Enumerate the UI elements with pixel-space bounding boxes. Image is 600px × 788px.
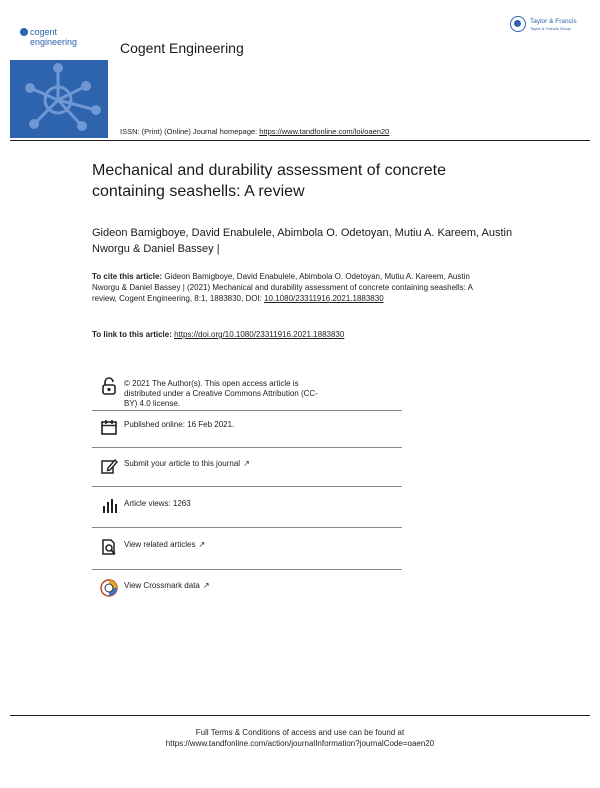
footer-divider bbox=[10, 715, 590, 716]
footer bbox=[0, 727, 600, 749]
published-row bbox=[92, 418, 402, 454]
external-link-icon: ↗ bbox=[198, 540, 206, 549]
row-divider bbox=[92, 486, 402, 487]
crossmark-icon bbox=[100, 579, 118, 597]
publisher-logo-icon bbox=[510, 16, 526, 32]
article-authors: Gideon Bamigboye, David Enabulele, Abimbola O. Odetoyan, Mutiu A. Kareem, Austin Nworgu & Daniel Bassey | bbox=[92, 227, 513, 255]
license-text: © 2021 The Author(s). This open access article is distributed under a Creative Commons Attribution (CC-BY) 4.0 license. bbox=[124, 379, 318, 408]
search-document-icon bbox=[100, 538, 118, 556]
crossmark-row[interactable] bbox=[92, 579, 402, 609]
related-row[interactable] bbox=[92, 538, 402, 574]
molecule-graphic-icon bbox=[10, 60, 108, 138]
row-divider bbox=[92, 569, 402, 570]
publisher-name: Taylor & Francis bbox=[530, 18, 577, 25]
article-views: Article views: 1263 bbox=[124, 499, 191, 508]
publisher-logo bbox=[510, 14, 590, 40]
external-link-icon: ↗ bbox=[243, 459, 250, 468]
license-row bbox=[92, 377, 402, 417]
article-title: Mechanical and durability assessment of concrete containing seashells: A review bbox=[92, 162, 446, 200]
row-divider bbox=[92, 527, 402, 528]
journal-homepage-link[interactable]: https://www.tandfonline.com/loi/oaen20 bbox=[259, 127, 390, 136]
article-link-label: To link to this article: bbox=[92, 330, 175, 339]
cogent-logo-icon bbox=[20, 28, 28, 36]
row-divider bbox=[92, 410, 402, 411]
issn-line bbox=[120, 127, 389, 136]
submit-text: Submit your article to this journal bbox=[124, 459, 241, 468]
calendar-icon bbox=[100, 418, 118, 436]
cover-logo-line1: cogent bbox=[30, 27, 58, 37]
crossmark-text: View Crossmark data bbox=[124, 581, 200, 590]
cover-logo-text bbox=[30, 27, 77, 47]
article-doi-link[interactable]: https://doi.org/10.1080/23311916.2021.1883830 bbox=[174, 330, 345, 339]
submit-link[interactable] bbox=[124, 459, 324, 469]
journal-cover bbox=[10, 10, 108, 138]
open-access-lock-icon bbox=[100, 377, 118, 395]
edit-icon bbox=[100, 457, 118, 475]
external-link-icon: ↗ bbox=[202, 581, 210, 590]
citation-doi-link[interactable]: 10.1080/23311916.2021.1883830 bbox=[264, 294, 384, 303]
views-row bbox=[92, 497, 402, 533]
article-link-line bbox=[92, 330, 344, 339]
citation-label: To cite this article: bbox=[92, 272, 163, 281]
row-divider bbox=[92, 447, 402, 448]
submit-row[interactable] bbox=[92, 457, 402, 493]
issn-label: ISSN: (Print) (Online) Journal homepage: bbox=[120, 127, 260, 136]
header-divider bbox=[10, 140, 590, 141]
publisher-sub: Taylor & Francis Group bbox=[530, 26, 571, 31]
related-text: View related articles bbox=[124, 540, 196, 549]
bar-chart-icon bbox=[100, 497, 118, 515]
crossmark-link[interactable] bbox=[124, 581, 324, 591]
published-date: Published online: 16 Feb 2021. bbox=[124, 420, 235, 429]
citation-text: Gideon Bamigboye, David Enabulele, Abimbola O. Odetoyan, Mutiu A. Kareem, Austin Nworgu & Daniel Bassey | (2021) Mechanical and durability assessment of concrete containing seashells: A review, Cogent Engineering, 8:1, 1883830, DOI: bbox=[92, 272, 473, 303]
journal-name: Cogent Engineering bbox=[120, 40, 244, 56]
footer-terms-link[interactable]: https://www.tandfonline.com/action/journalInformation?journalCode=oaen20 bbox=[165, 739, 435, 748]
related-articles-link[interactable] bbox=[124, 540, 324, 550]
cover-logo-line2: engineering bbox=[30, 37, 78, 47]
citation-block bbox=[92, 271, 492, 304]
footer-terms-text: Full Terms & Conditions of access and use can be found at bbox=[195, 728, 405, 737]
